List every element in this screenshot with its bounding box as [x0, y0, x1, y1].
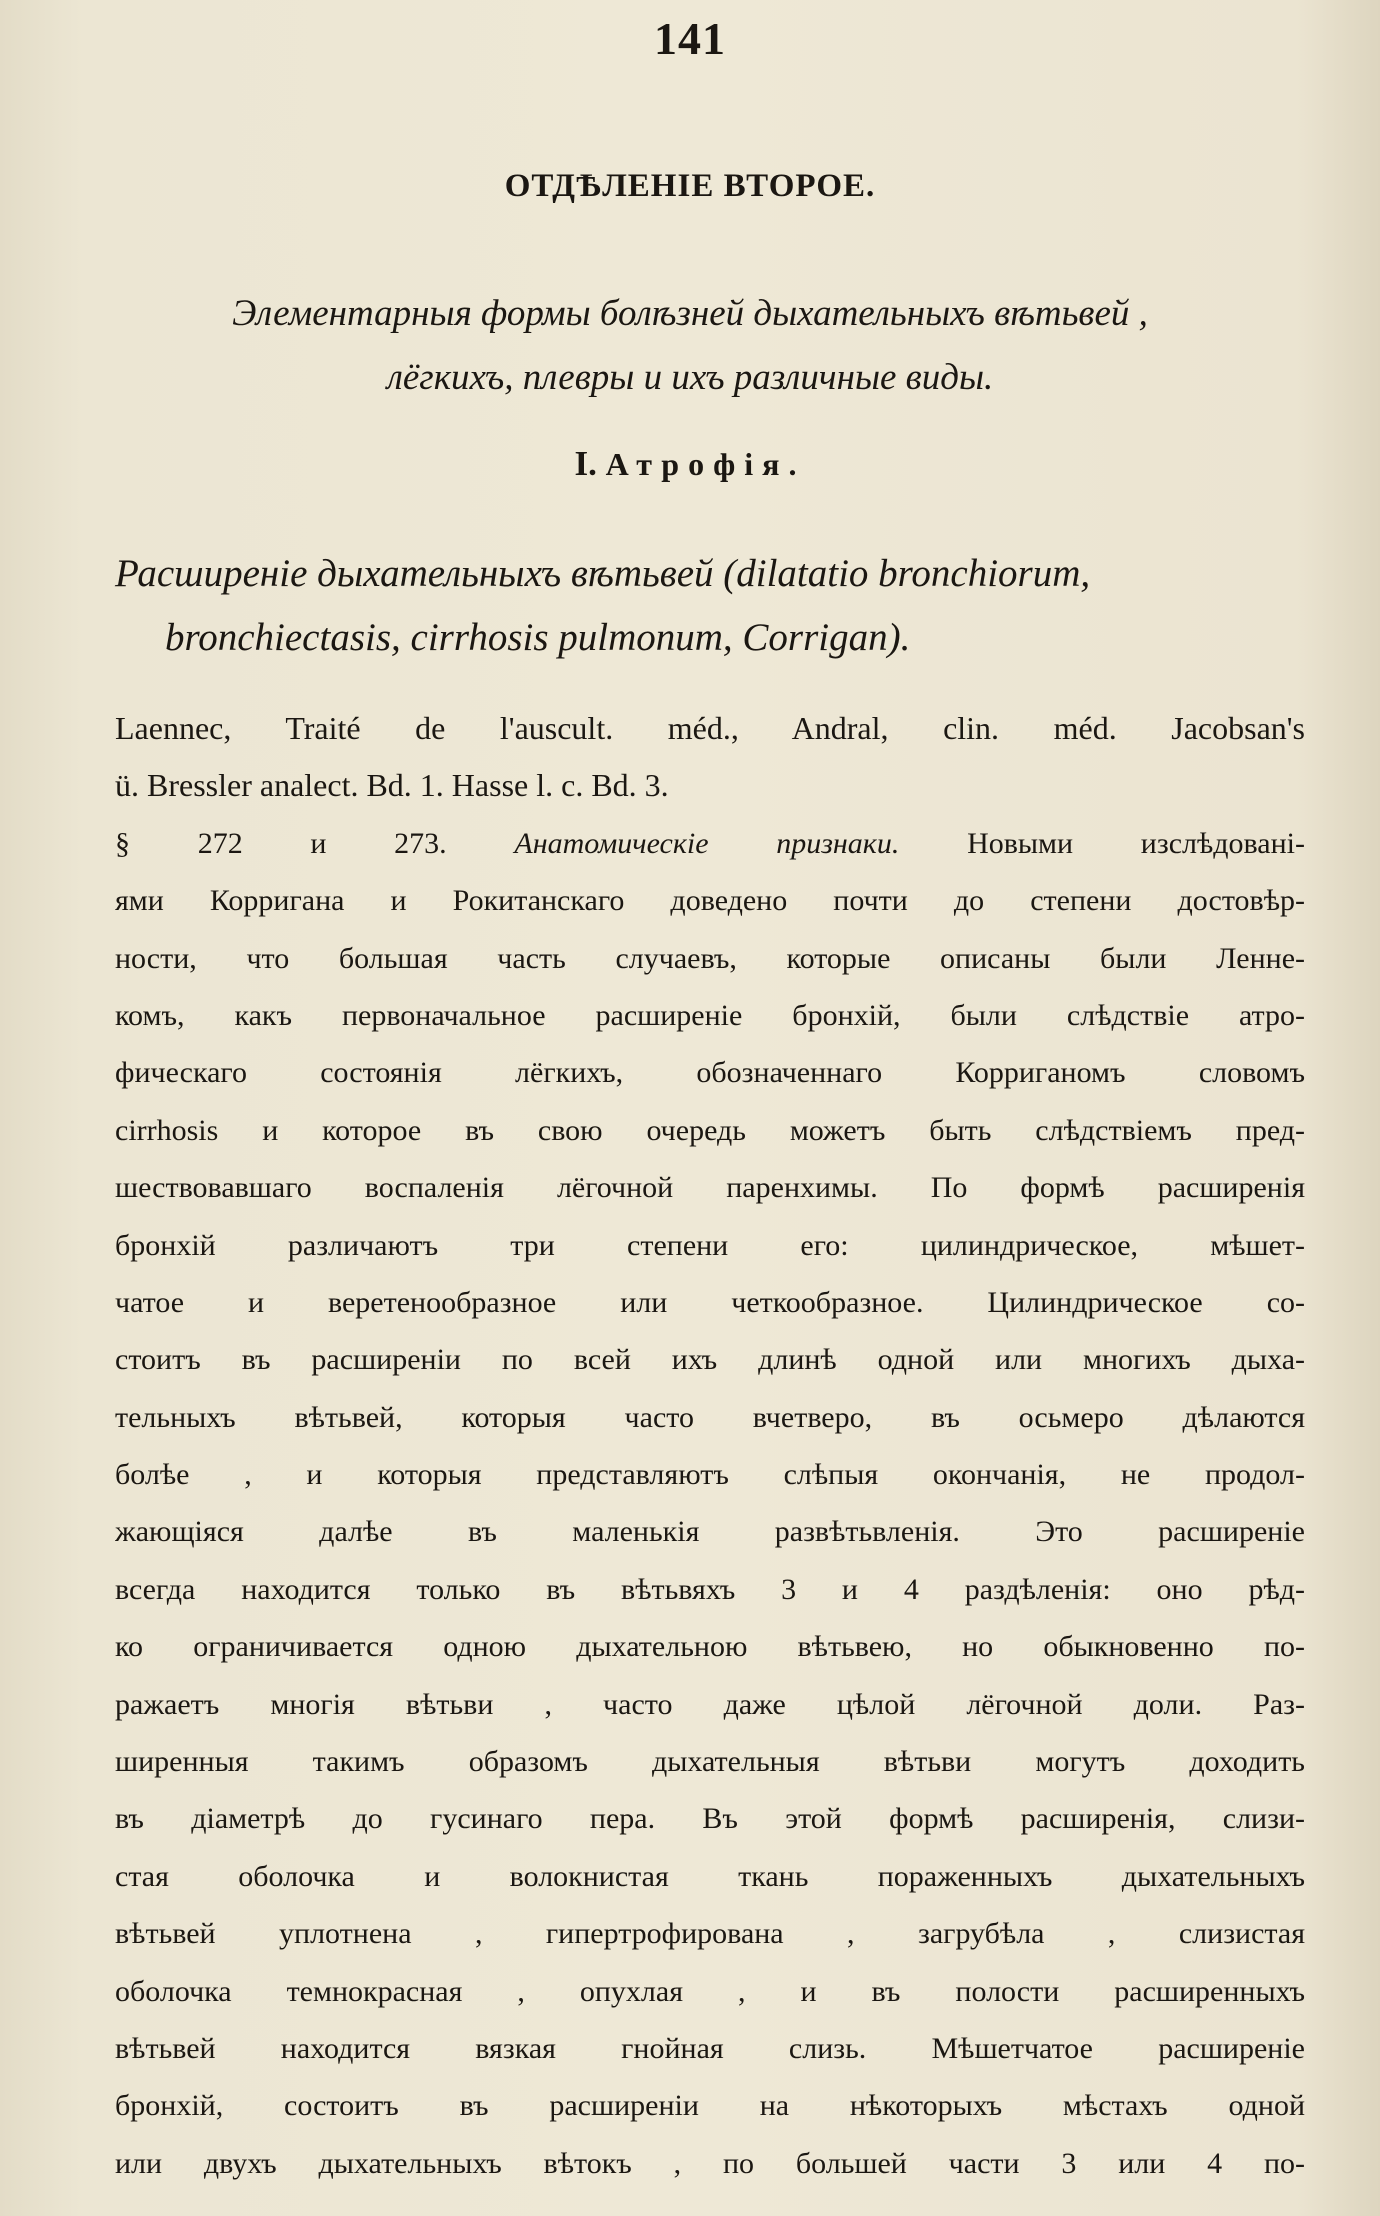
section-marker: § 272 и 273.: [115, 826, 447, 860]
paragraph-line: ширенныя такимъ образомъ дыхательныя вѣтьви могутъ доходить: [115, 1745, 1305, 1779]
subtitle-line-1: Элементарныя формы болѣзней дыхательныхъ вѣтьвей ,: [232, 293, 1148, 334]
paragraph-line: ражаетъ многія вѣтьви , часто даже цѣлой лёгочной доли. Раз-: [115, 1687, 1305, 1721]
paragraph-line: шествовавшаго воспаленія лёгочной паренхимы. По формѣ расширенія: [115, 1171, 1305, 1205]
paragraph-line: вѣтьвей уплотнена , гипертрофирована , загрубѣла , слизистая: [115, 1917, 1305, 1951]
topic-heading-line-1: Расширеніе дыхательныхъ вѣтьвей (dilatatio bronchiorum,: [115, 552, 1091, 595]
chapter-title: ОТДѢЛЕНІЕ ВТОРОЕ.: [504, 168, 876, 204]
paragraph-line: чатое и веретенообразное или четкообразное. Цилиндрическое со-: [115, 1285, 1305, 1319]
page-number: 141: [654, 13, 726, 64]
paragraph-line: фическаго состоянія лёгкихъ, обозначеннаго Корриганомъ словомъ: [115, 1056, 1305, 1090]
subtitle-line-2: лёгкихъ, плевры и ихъ различные виды.: [386, 357, 994, 398]
paragraph-line: въ діаметрѣ до гусинаго пера. Въ этой формѣ расширенія, слизи-: [115, 1802, 1305, 1836]
paragraph-line: стая оболочка и волокнистая ткань пораженныхъ дыхательныхъ: [115, 1859, 1305, 1893]
topic-heading-line-2: bronchiectasis, cirrhosis pulmonum, Corrigan).: [165, 616, 911, 659]
paragraph-line: оболочка темнокрасная , опухлая , и въ полости расширенныхъ: [115, 1974, 1305, 2008]
paragraph-line: ности, что большая часть случаевъ, которые описаны были Леннe-: [115, 941, 1305, 975]
paragraph-line: стоитъ въ расширеніи по всей ихъ длинѣ одной или многихъ дыха-: [115, 1343, 1305, 1377]
paragraph-line: бронхій различаютъ три степени его: цилиндрическое, мѣшет-: [115, 1228, 1305, 1262]
section-number: I.: [574, 444, 597, 483]
references-line-1: Laennec, Traité de l'auscult. méd., Andral, clin. méd. Jacobsan's: [115, 710, 1305, 746]
paragraph-line: вѣтьвей находится вязкая гнойная слизь. Мѣшетчатое расширеніе: [115, 2031, 1305, 2065]
body-text: [115, 700, 1305, 2192]
paragraph-line: или двухъ дыхательныхъ вѣтокъ , по большей части 3 или 4 по-: [115, 2146, 1305, 2180]
paragraph-first-line: [115, 815, 1305, 872]
section-subtitle: Анатомическіе признаки.: [514, 826, 900, 860]
references-line-2: ü. Bressler analect. Bd. 1. Hasse l. c. Bd. 3.: [115, 767, 669, 804]
paragraph-lines: [115, 872, 1305, 2192]
paragraph-line: жающіяся далѣе въ маленькія развѣтьвленія. Это расширеніе: [115, 1515, 1305, 1549]
section-heading: [0, 444, 1380, 484]
paragraph-line: ями Корригана и Рокитанскаго доведено почти до степени достовѣр-: [115, 884, 1305, 918]
paragraph-line: комъ, какъ первоначальное расширеніе бронхій, были слѣдствіе атро-: [115, 998, 1305, 1032]
chapter-subtitle: [110, 282, 1270, 410]
paragraph-line: тельныхъ вѣтьвей, которыя часто вчетверо, въ осьмеро дѣлаются: [115, 1400, 1305, 1434]
topic-heading: [115, 542, 1305, 670]
paragraph-line: болѣе , и которыя представляютъ слѣпыя окончанія, не продол-: [115, 1458, 1305, 1492]
paragraph-line: ко ограничивается одною дыхательною вѣтьвею, но обыкновенно по-: [115, 1630, 1305, 1664]
paragraph-line: cirrhosis и которое въ свою очередь можетъ быть слѣдствіемъ пред-: [115, 1113, 1305, 1147]
paragraph-line: всегда находится только въ вѣтьвяхъ 3 и 4 раздѣленія: оно рѣд-: [115, 1572, 1305, 1606]
first-line-rest: Новыми изслѣдованi-: [967, 826, 1305, 860]
section-title: Атрофія.: [605, 446, 806, 482]
paragraph-line: бронхій, состоитъ въ расширеніи на нѣкоторыхъ мѣстахъ одной: [115, 2089, 1305, 2123]
